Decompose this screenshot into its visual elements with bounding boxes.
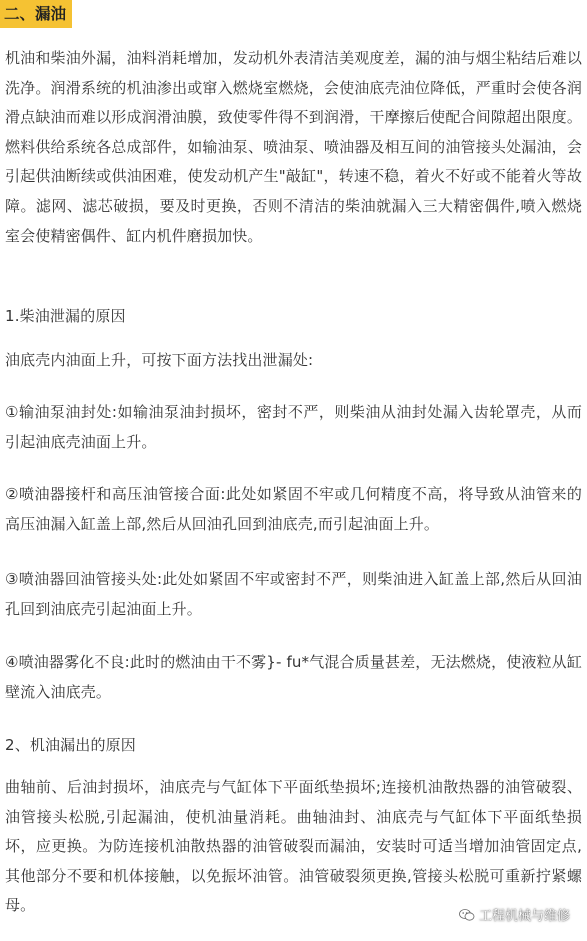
intro-paragraph: 机油和柴油外漏，油料消耗增加，发动机外表清洁美观度差，漏的油与烟尘粘结后难以洗净。润滑系统的机油渗出或窜入燃烧室燃烧，会使油底壳油位降低，严重时会使各润滑点缺油而难以形成润滑油膜，致使零件得不到润滑，干摩擦后使配合间隙超出限度。燃料供给系统各总成部件，如输油泵、喷油泵、喷油器及相互间的油管接头处漏油，会引起供油断续或供油困难，使发动机产生"敲缸"，转速不稳，着火不好或不能着火等故障。滤网、滤芯破损，要及时更换，否则不清洁的柴油就漏入三大精密偶件,喷入燃烧室会使精密偶件、缸内机件磨损加快。 xyxy=(5,49,582,245)
watermark xyxy=(459,905,570,924)
cause-item-3: ③喷油器回油管接头处:此处如紧固不牢或密封不严，则柴油进入缸盖上部,然后从回油孔回到油底壳引起油面上升。 xyxy=(5,570,582,618)
cause-item-1: ①输油泵油封处:如输油泵油封损坏，密封不严，则柴油从油封处漏入齿轮罩壳，从而引起油底壳油面上升。 xyxy=(5,403,582,451)
watermark-text: 工程机械与维修 xyxy=(478,909,570,924)
section-heading: 二、漏油 xyxy=(0,0,72,28)
wechat-icon xyxy=(459,908,475,922)
section1-title: 1.柴油泄漏的原因 xyxy=(5,307,126,325)
section1-lead: 油底壳内油面上升，可按下面方法找出泄漏处: xyxy=(5,351,314,369)
section2-title: 2、机油漏出的原因 xyxy=(5,736,136,754)
cause-item-4: ④喷油器雾化不良:此时的燃油由干不雾}- fu*气混合质量甚差，无法燃烧，使液粒从缸壁流入油底壳。 xyxy=(5,653,582,701)
section2-body: 曲轴前、后油封损坏，油底壳与气缸体下平面纸垫损坏;连接机油散热器的油管破裂、油管接头松脱,引起漏油，使机油量消耗。曲轴油封、油底壳与气缸体下平面纸垫损坏，应更换。为防连接机油散热器的油管破裂而漏油，安装时可适当增加油管固定点,其他部分不要和机体接触，以免振坏油管。油管破裂须更换,管接头松脱可重新拧紧螺母。 xyxy=(5,778,582,915)
cause-item-2: ②喷油器接杆和高压油管接合面:此处如紧固不牢或几何精度不高，将导致从油管来的高压油漏入缸盖上部,然后从回油孔回到油底壳,而引起油面上升。 xyxy=(5,485,582,533)
